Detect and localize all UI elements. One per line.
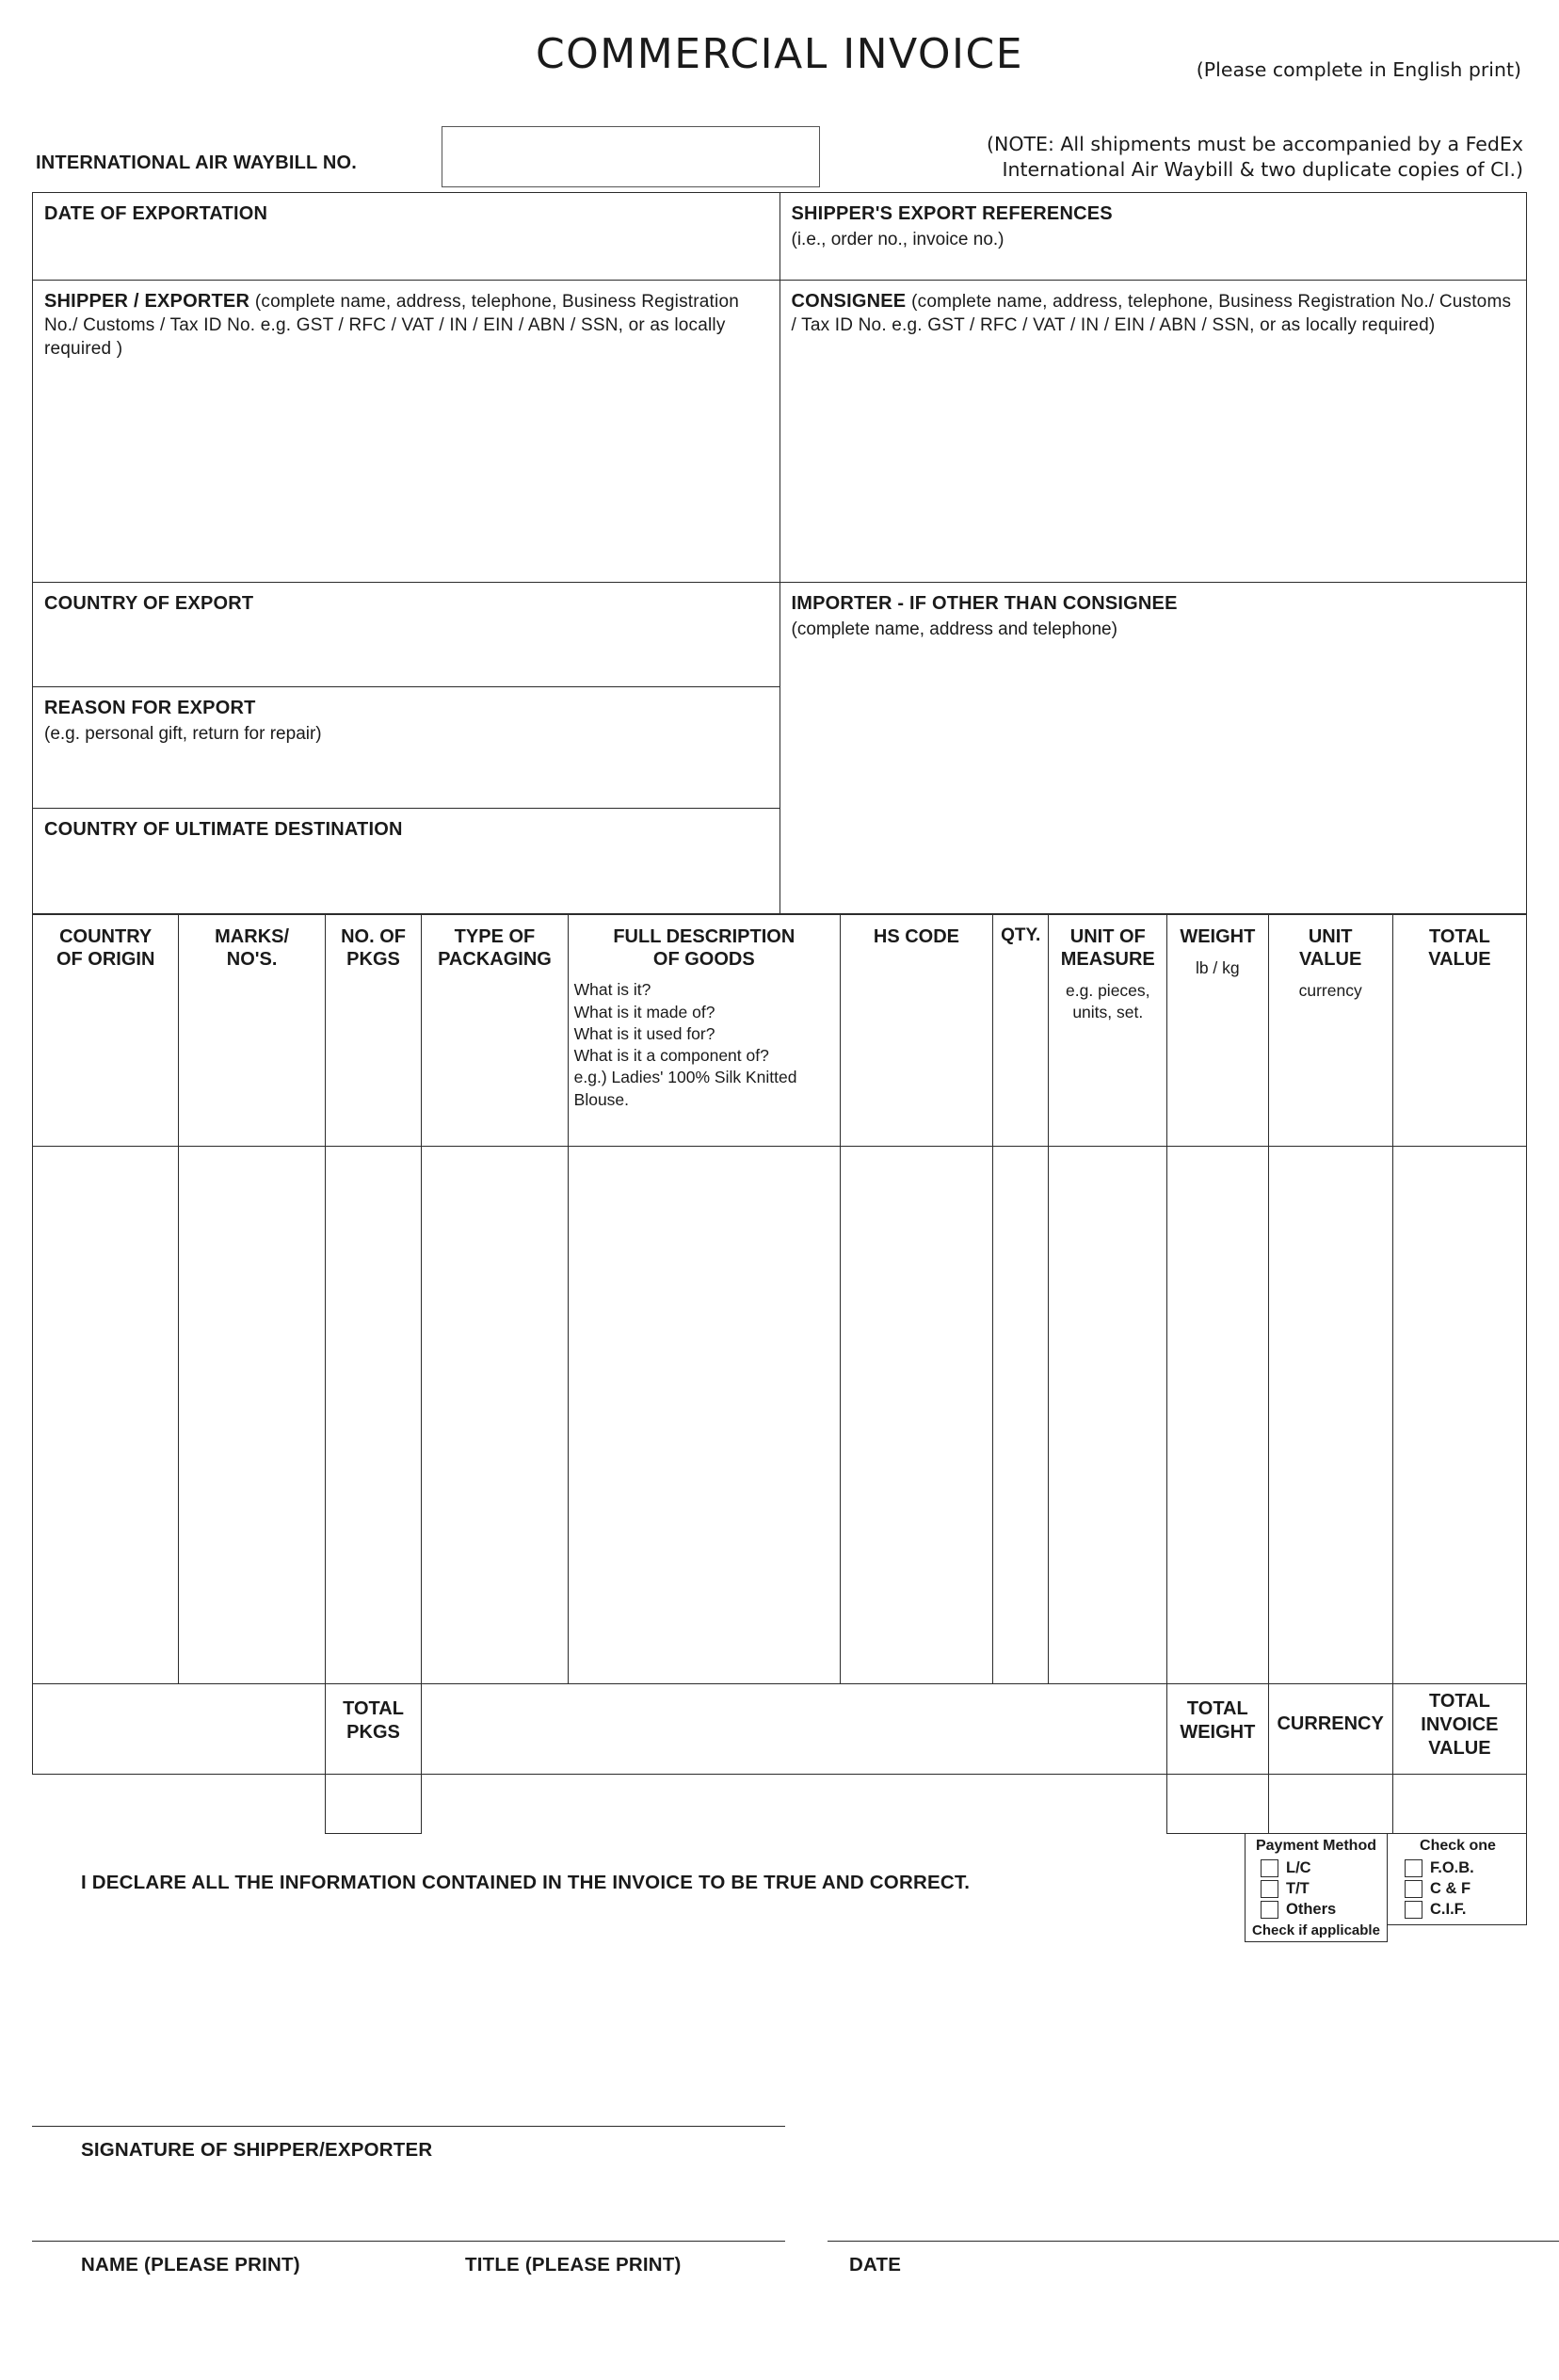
importer-label: IMPORTER - IF OTHER THAN CONSIGNEE	[791, 593, 1178, 614]
total-pkgs-value[interactable]	[325, 1775, 421, 1834]
currency-label-cell	[1268, 1684, 1392, 1775]
english-print-note: (Please complete in English print)	[1196, 58, 1521, 81]
shipper-exporter-label-text: SHIPPER / EXPORTER	[44, 291, 250, 312]
total-pkgs-line2: PKGS	[346, 1722, 400, 1744]
shipper-exporter-hint: (complete name, address, telephone, Business Registration No./ Customs / Tax ID No. e.g. GST / RFC / VAT / IN / EIN / ABN / SSN, or as locally required )	[44, 292, 739, 360]
col-qty	[992, 914, 1049, 1147]
payment-option-lc[interactable]	[1261, 1859, 1381, 1877]
terms-option-fob[interactable]	[1405, 1859, 1520, 1877]
col-marks-nos	[179, 914, 325, 1147]
total-weight-label-cell	[1167, 1684, 1268, 1775]
payment-option-others[interactable]	[1261, 1901, 1381, 1919]
consignee-label	[792, 290, 1516, 337]
col-hs-code	[840, 914, 992, 1147]
payment-method-footer: Check if applicable	[1252, 1922, 1380, 1939]
col-unit-of-measure	[1049, 914, 1167, 1147]
col-weight	[1167, 914, 1268, 1147]
cell-marks-nos[interactable]	[179, 1147, 325, 1684]
description-hint-3: What is it used for?	[573, 1023, 715, 1043]
col-country-of-origin	[33, 914, 179, 1147]
totals-value-row	[33, 1775, 1527, 1834]
col-hs-code-line1: HS CODE	[873, 926, 960, 948]
form-header	[32, 24, 1527, 111]
totals-label-row	[33, 1684, 1527, 1775]
date-line[interactable]	[828, 2241, 1559, 2242]
shipper-export-references-hint: (i.e., order no., invoice no.)	[791, 230, 1005, 249]
col-qty-line1: QTY.	[1001, 925, 1041, 946]
cell-hs-code[interactable]	[840, 1147, 992, 1684]
date-of-exportation-label: DATE OF EXPORTATION	[44, 203, 268, 224]
signature-label: SIGNATURE OF SHIPPER/EXPORTER	[81, 2139, 433, 2162]
total-pkgs-label-cell	[325, 1684, 421, 1775]
export-date-row	[33, 193, 1527, 281]
col-full-description	[568, 914, 840, 1147]
total-invoice-line1: TOTAL	[1428, 1691, 1490, 1713]
col-marks-nos-line2: NO'S.	[226, 949, 278, 971]
col-total-value-line1: TOTAL	[1428, 926, 1490, 948]
col-no-of-pkgs-line1: NO. OF	[341, 926, 406, 948]
col-type-of-packaging-line2: PACKAGING	[438, 949, 552, 971]
parties-grid	[32, 192, 1527, 915]
country-of-export-label: COUNTRY OF EXPORT	[44, 593, 254, 614]
col-weight-line1: WEIGHT	[1180, 926, 1256, 948]
date-of-exportation-cell[interactable]	[33, 193, 780, 281]
reason-for-export-cell[interactable]	[33, 687, 780, 809]
col-full-description-line2: OF GOODS	[652, 949, 755, 971]
terms-box	[1388, 1834, 1527, 1925]
country-of-ultimate-destination-label: COUNTRY OF ULTIMATE DESTINATION	[44, 819, 403, 840]
signature-area	[32, 2139, 1527, 2380]
payment-option-tt-label: T/T	[1286, 1880, 1310, 1898]
page-title: COMMERCIAL INVOICE	[535, 30, 1024, 78]
description-hint-2: What is it made of?	[573, 1002, 715, 1021]
cell-qty[interactable]	[992, 1147, 1049, 1684]
date-label: DATE	[849, 2254, 902, 2276]
consignee-cell[interactable]	[780, 281, 1527, 583]
col-type-of-packaging	[422, 914, 568, 1147]
declaration-area	[32, 1834, 1527, 2145]
cell-no-of-pkgs[interactable]	[325, 1147, 421, 1684]
description-hint-5: e.g.) Ladies' 100% Silk Knitted Blouse.	[573, 1068, 797, 1109]
shipper-export-references-label: SHIPPER'S EXPORT REFERENCES	[791, 203, 1113, 224]
cell-type-of-packaging[interactable]	[422, 1147, 568, 1684]
totals-spacer-left	[33, 1684, 179, 1775]
payment-method-title: Payment Method	[1255, 1838, 1376, 1855]
col-marks-nos-line1: MARKS/	[215, 926, 290, 948]
goods-body-row	[33, 1147, 1527, 1684]
checkbox-cif[interactable]	[1405, 1901, 1422, 1919]
totals-blank-2	[179, 1775, 325, 1834]
col-unit-of-measure-line2: MEASURE	[1060, 949, 1155, 971]
total-weight-line2: WEIGHT	[1180, 1722, 1256, 1744]
importer-cell[interactable]	[780, 583, 1527, 915]
description-hint-1: What is it?	[573, 980, 651, 1000]
terms-option-cif-label: C.I.F.	[1430, 1901, 1467, 1919]
name-title-line[interactable]	[32, 2241, 785, 2242]
col-total-value-line2: VALUE	[1428, 949, 1491, 971]
cell-full-description[interactable]	[568, 1147, 840, 1684]
country-of-export-cell[interactable]	[33, 583, 780, 687]
title-label: TITLE (PLEASE PRINT)	[465, 2254, 682, 2276]
terms-option-cf-label: C & F	[1430, 1880, 1471, 1898]
col-unit-value-line1: UNIT	[1308, 926, 1353, 948]
cell-country-of-origin[interactable]	[33, 1147, 179, 1684]
total-invoice-value[interactable]	[1392, 1775, 1526, 1834]
air-waybill-label: INTERNATIONAL AIR WAYBILL NO.	[36, 153, 357, 173]
air-waybill-note: (NOTE: All shipments must be accompanied by a FedEx International Air Waybill & two duplicate copies of CI.)	[987, 133, 1523, 182]
checkbox-others[interactable]	[1261, 1901, 1278, 1919]
totals-blank-1	[33, 1775, 179, 1834]
col-total-value	[1392, 914, 1526, 1147]
consignee-hint: (complete name, address, telephone, Business Registration No./ Customs / Tax ID No. e.g. GST / RFC / VAT / IN / EIN / ABN / SSN, or as locally required)	[791, 292, 1512, 336]
signature-line[interactable]	[32, 2126, 785, 2127]
total-weight-line1: TOTAL	[1186, 1698, 1248, 1720]
country-of-ultimate-destination-cell[interactable]	[33, 809, 780, 915]
currency-label: CURRENCY	[1277, 1713, 1384, 1735]
col-unit-value-sub: currency	[1298, 981, 1362, 1001]
col-unit-of-measure-line1: UNIT OF	[1069, 926, 1146, 948]
air-waybill-row	[32, 111, 1527, 192]
col-country-of-origin-line1: COUNTRY	[59, 926, 153, 948]
col-no-of-pkgs-line2: PKGS	[346, 949, 400, 971]
air-waybill-input[interactable]	[442, 126, 820, 187]
totals-spacer-mid	[422, 1684, 1167, 1775]
reason-for-export-hint: (e.g. personal gift, return for repair)	[44, 724, 322, 744]
name-label: NAME (PLEASE PRINT)	[81, 2254, 300, 2276]
totals-blank-3	[422, 1775, 1167, 1834]
goods-header-row	[33, 914, 1527, 1147]
col-country-of-origin-line2: OF ORIGIN	[56, 949, 155, 971]
terms-option-cif[interactable]	[1405, 1901, 1520, 1919]
description-hints	[569, 971, 840, 1120]
total-invoice-line3: VALUE	[1428, 1738, 1491, 1760]
goods-table	[32, 913, 1527, 1834]
shipper-export-references-cell[interactable]	[780, 193, 1527, 281]
consignee-label-text: CONSIGNEE	[791, 291, 907, 312]
cell-total-value[interactable]	[1392, 1147, 1526, 1684]
shipper-exporter-label	[44, 290, 768, 361]
importer-hint: (complete name, address and telephone)	[791, 619, 1117, 639]
terms-option-fob-label: F.O.B.	[1430, 1859, 1474, 1877]
checkbox-fob[interactable]	[1405, 1859, 1422, 1877]
col-no-of-pkgs	[325, 914, 421, 1147]
payment-option-others-label: Others	[1286, 1901, 1337, 1919]
payment-method-box	[1245, 1834, 1388, 1942]
checkbox-tt[interactable]	[1261, 1880, 1278, 1898]
cell-weight[interactable]	[1167, 1147, 1268, 1684]
cell-unit-value[interactable]	[1268, 1147, 1392, 1684]
shipper-consignee-row	[33, 281, 1527, 583]
col-unit-value	[1268, 914, 1392, 1147]
col-unit-value-line2: VALUE	[1299, 949, 1362, 971]
terms-option-cf[interactable]	[1405, 1880, 1520, 1898]
col-type-of-packaging-line1: TYPE OF	[454, 926, 536, 948]
terms-title: Check one	[1420, 1838, 1496, 1855]
declaration-text: I DECLARE ALL THE INFORMATION CONTAINED IN THE INVOICE TO BE TRUE AND CORRECT.	[81, 1872, 971, 1894]
reason-for-export-label: REASON FOR EXPORT	[44, 698, 256, 718]
col-weight-sub: lb / kg	[1195, 958, 1240, 978]
total-pkgs-line1: TOTAL	[343, 1698, 404, 1720]
currency-value[interactable]	[1268, 1775, 1392, 1834]
checkbox-cf[interactable]	[1405, 1880, 1422, 1898]
total-weight-value[interactable]	[1167, 1775, 1268, 1834]
country-importer-row	[33, 583, 1527, 687]
shipper-exporter-cell[interactable]	[33, 281, 780, 583]
col-full-description-line1: FULL DESCRIPTION	[613, 926, 796, 948]
total-invoice-line2: INVOICE	[1421, 1714, 1499, 1736]
payment-option-lc-label: L/C	[1286, 1859, 1311, 1877]
col-unit-of-measure-sub: e.g. pieces, units, set.	[1066, 981, 1150, 1022]
totals-spacer-left2	[179, 1684, 325, 1775]
checkbox-lc[interactable]	[1261, 1859, 1278, 1877]
cell-unit-of-measure[interactable]	[1049, 1147, 1167, 1684]
description-hint-4: What is it a component of?	[573, 1046, 769, 1066]
payment-option-tt[interactable]	[1261, 1880, 1381, 1898]
total-invoice-value-label-cell	[1392, 1684, 1526, 1775]
